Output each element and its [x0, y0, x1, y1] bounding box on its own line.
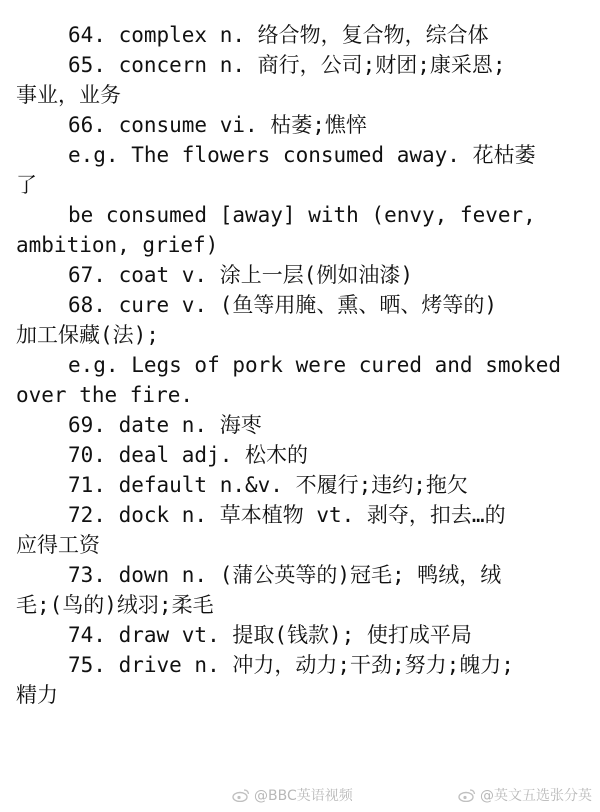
text-line: 68. cure v. (鱼等用腌、熏、晒、烤等的) [68, 293, 498, 317]
text-line: 了 [16, 173, 37, 197]
text-line: over the fire. [16, 383, 194, 407]
vocabulary-list [16, 20, 586, 710]
watermark-right-text: @英文五选张分英 [480, 788, 592, 804]
watermark-right [458, 784, 592, 806]
watermark-left-text: @BBC英语视频 [254, 788, 353, 804]
text-line: 75. drive n. 冲力，动力;干劲;努力;魄力; [68, 653, 514, 677]
text-line: 74. draw vt. 提取(钱款); 使打成平局 [68, 623, 472, 647]
text-line: e.g. Legs of pork were cured and smoked [68, 353, 562, 377]
weibo-icon [458, 788, 476, 802]
text-line: 应得工资 [16, 533, 100, 557]
text-line: 精力 [16, 683, 58, 707]
text-line: 加工保藏(法); [16, 323, 159, 347]
text-line: 65. concern n. 商行，公司;财团;康采恩; [68, 53, 506, 77]
text-line: 70. deal adj. 松木的 [68, 443, 309, 467]
weibo-icon [232, 788, 250, 802]
text-line: 73. down n. (蒲公英等的)冠毛; 鸭绒，绒 [68, 563, 502, 587]
text-line: ambition, grief) [16, 233, 219, 257]
text-line: 71. default n.&v. 不履行;违约;拖欠 [68, 473, 468, 497]
text-line: e.g. The flowers consumed away. 花枯萎 [68, 143, 536, 167]
text-line: 69. date n. 海枣 [68, 413, 262, 437]
text-line: be consumed [away] with (envy, fever, [68, 203, 536, 227]
watermark-left [232, 784, 353, 806]
text-line: 72. dock n. 草本植物 vt. 剥夺，扣去…的 [68, 503, 506, 527]
text-line: 毛;(鸟的)绒羽;柔毛 [16, 593, 214, 617]
text-line: 67. coat v. 涂上一层(例如油漆) [68, 263, 414, 287]
text-line: 64. complex n. 络合物，复合物，综合体 [68, 23, 489, 47]
text-line: 66. consume vi. 枯萎;憔悴 [68, 113, 367, 137]
text-line: 事业，业务 [16, 83, 121, 107]
